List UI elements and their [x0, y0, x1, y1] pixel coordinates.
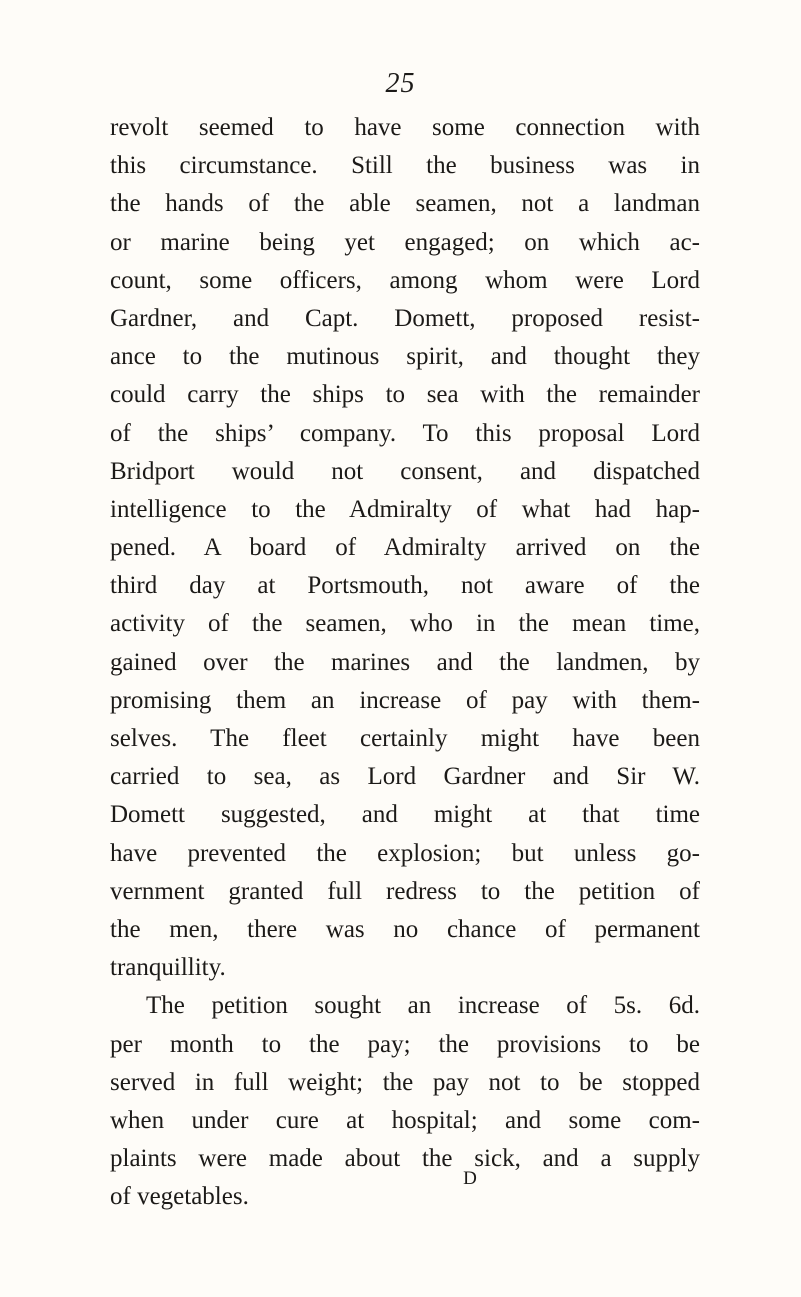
text-line: this circumstance. Still the business was in [110, 152, 700, 180]
text-line: Domett suggested, and might at that time [110, 801, 700, 829]
text-line: have prevented the explosion; but unless go- [110, 839, 700, 867]
text-line: of the ships’ company. To this proposal Lord [110, 419, 700, 447]
text-line: served in full weight; the pay not to be stopped [110, 1068, 700, 1096]
text-line: count, some officers, among whom were Lord [110, 266, 700, 294]
paragraph-end-line: of vegetables. [110, 1183, 249, 1211]
text-line: Bridport would not consent, and dispatched [110, 457, 700, 485]
text-line: gained over the marines and the landmen, by [110, 648, 700, 676]
text-line: when under cure at hospital; and some com- [110, 1106, 700, 1134]
text-line: per month to the pay; the provisions to be [110, 1030, 700, 1058]
page-number: 25 [385, 68, 416, 99]
text-line: the men, there was no chance of permanent [110, 915, 700, 943]
text-line: vernment granted full redress to the petition of [110, 877, 700, 905]
text-line: intelligence to the Admiralty of what had hap- [110, 495, 700, 523]
paragraph-end-line: tranquillity. [110, 954, 226, 982]
text-line: promising them an increase of pay with them- [110, 686, 700, 714]
text-line: pened. A board of Admiralty arrived on the [110, 534, 700, 562]
text-line: revolt seemed to have some connection with [110, 114, 700, 141]
text-line: activity of the seamen, who in the mean time, [110, 610, 700, 638]
text-line: plaints were made about the sick, and a supply [110, 1145, 700, 1173]
body-text [110, 109, 700, 1216]
text-line: the hands of the able seamen, not a landman [110, 190, 700, 218]
text-line: or marine being yet engaged; on which ac- [110, 228, 700, 256]
text-line: carried to sea, as Lord Gardner and Sir W. [110, 763, 700, 791]
signature-mark: D [463, 1168, 478, 1189]
text-line: could carry the ships to sea with the remainder [110, 381, 700, 409]
text-line: selves. The fleet certainly might have been [110, 725, 700, 752]
text-line: ance to the mutinous spirit, and thought they [110, 343, 700, 371]
paragraph-start-line: The petition sought an increase of 5s. 6d. [146, 992, 700, 1020]
text-line: third day at Portsmouth, not aware of the [110, 572, 700, 600]
text-line: Gardner, and Capt. Domett, proposed resist- [110, 304, 700, 332]
